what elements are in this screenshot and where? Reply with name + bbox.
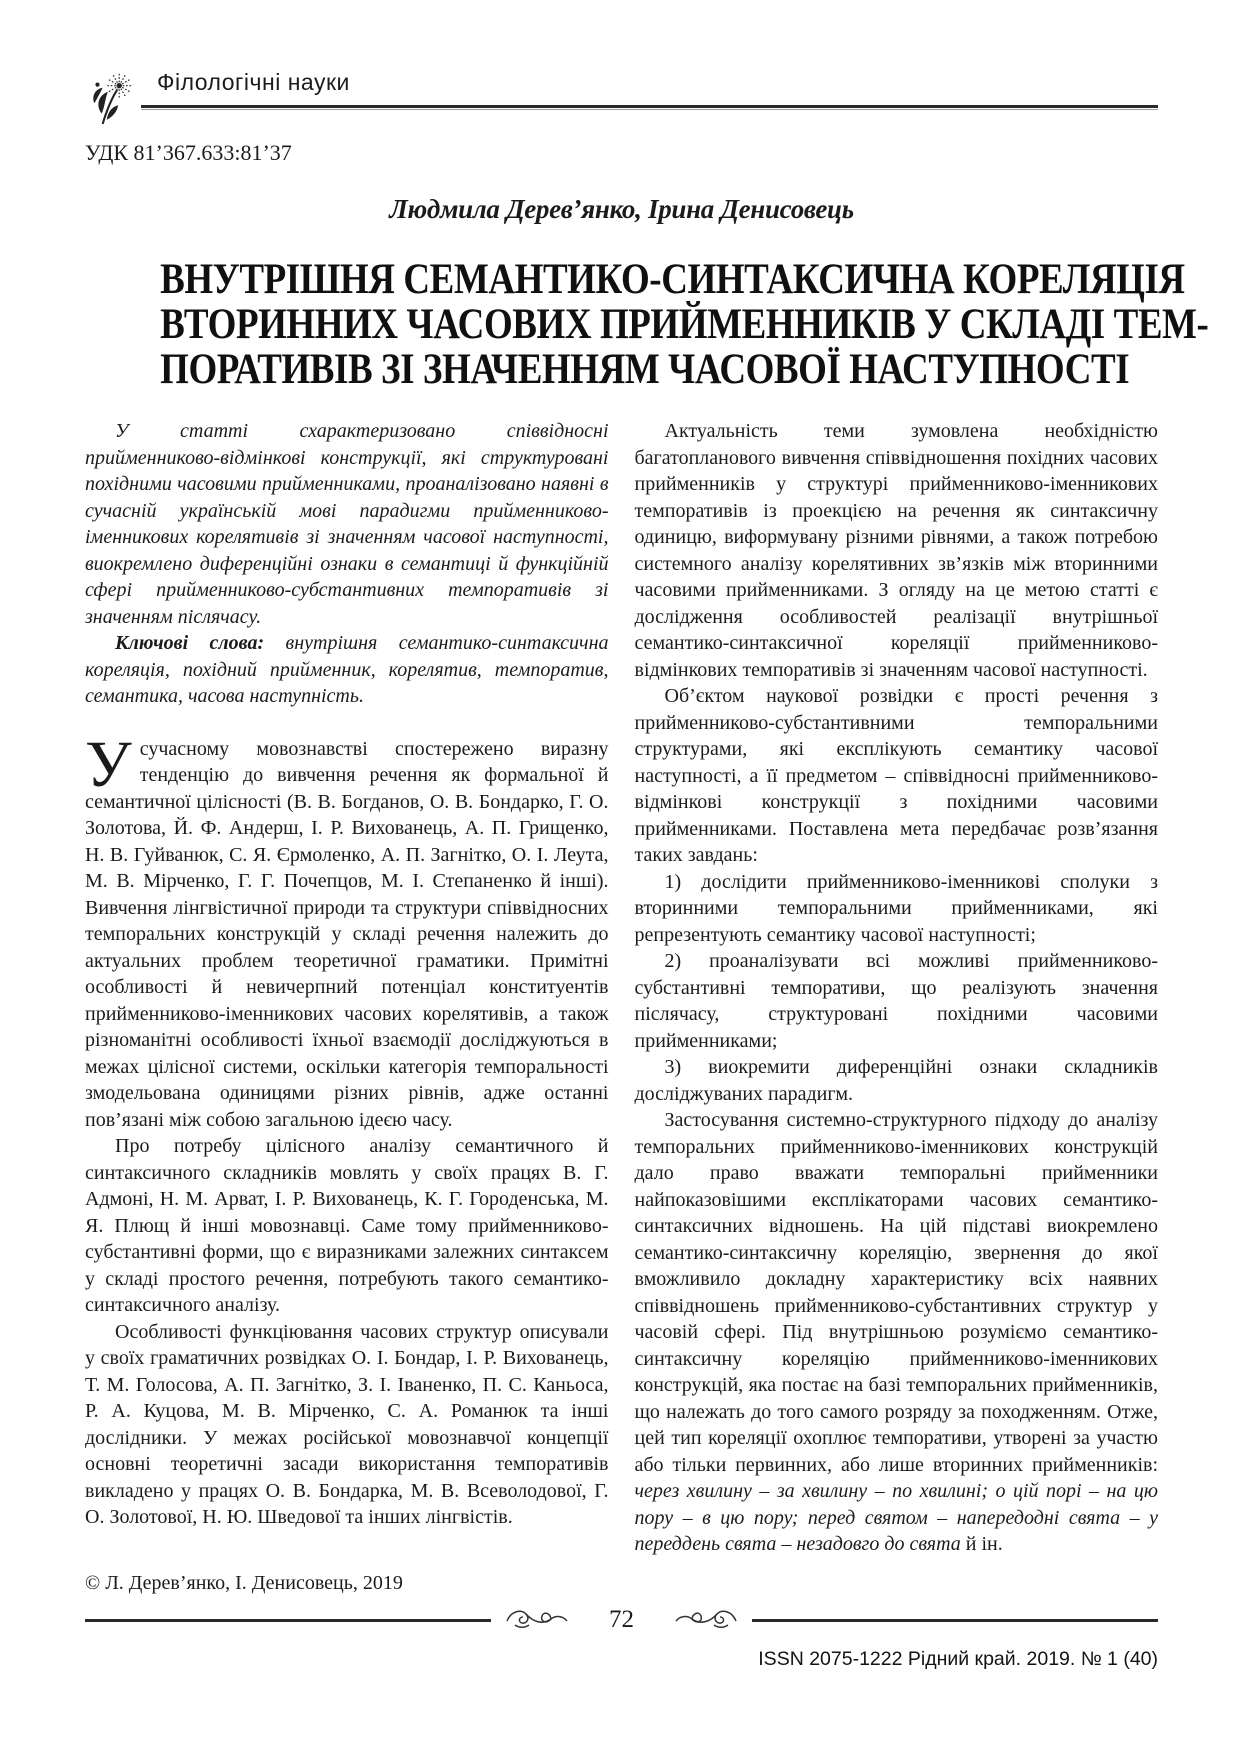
title-line-2: ВТОРИННИХ ЧАСОВИХ ПРИЙМЕННИКІВ У СКЛАДІ ТЕМ- <box>160 301 1209 348</box>
footer-rule-left <box>85 1619 491 1622</box>
left-column-body <box>85 727 609 1531</box>
header-rule <box>141 105 1158 108</box>
keywords-text: внутрішня семантико-синтаксична кореляція, похідний прийменник, корелятив, темпоратив, семантика, часова наступність. <box>85 632 609 707</box>
abstract-paragraph: У статті схарактеризовано співвідносні прийменниково-відмінкові конструкції, які структуровані похідними часовими прийменниками, проаналізовано наявні в сучасній українській мові парадигми прийменниково-іменникових корелятивів зі значенням часової наступності, виокремлено диференційні ознаки в семантиці й функційній сфері прийменниково-субстантивних темпоративів зі значенням післячасу. <box>85 420 609 628</box>
copyright-line: © Л. Дерев’янко, І. Денисовець, 2019 <box>85 1571 403 1594</box>
title-line-1: ВНУТРІШНЯ СЕМАНТИКО-СИНТАКСИЧНА КОРЕЛЯЦІЯ <box>160 256 1185 303</box>
body-paragraph: 2) проаналізувати всі можливі прийменниково-субстантивні темпоративи, що реалізують значення післячасу, структуровані похідними часовими прийменниками; <box>634 950 1158 1052</box>
body-paragraph: 1) дослідити прийменниково-іменникові сполуки з вторинними темпоральними прийменниками, які репрезентують семантику часової наступності; <box>634 870 1158 946</box>
body-paragraph: Актуальність теми зумовлена необхідністю багатопланового вивчення співвідношення похідних часових прийменників у структурі прийменниково-іменникових темпоративів із проекцією на речення як синтаксичну одиницю, виформувану різними рівнями, а також потребою системного аналізу корелятивних зв’язків між вторинними часовими прийменниками. З огляду на це метою статті є дослідження особливостей реалізації внутрішньої семантико-синтаксичної кореляції прийменниково-відмінкових темпоративів зі значенням часової наступності. <box>634 420 1158 681</box>
keywords-paragraph <box>85 630 609 710</box>
body-paragraph: Особливості функціювання часових структур описували у своїх граматичних розвідках О. І. Бондар, І. Р. Вихованець, Т. М. Голосова, А. П. Загнітко, З. І. Іваненко, П. С. Каньоса, Р. А. Куцова, М. В. Мірченко, С. А. Романюк та інші дослідники. У межах російської мовознавчої концепції основні теоретичні засади використання темпоративів викладено у працях О. В. Бондарка, М. В. Всеволодової, Г. О. Золотової, Н. Ю. Шведової та інших лінгвістів. <box>85 1320 609 1528</box>
page-number: 72 <box>609 1606 634 1633</box>
two-column-body <box>85 418 1158 1558</box>
body-paragraph: Про потребу цілісного аналізу семантичного й синтаксичного складників мовлять у своїх працях В. Г. Адмоні, Н. М. Арват, І. Р. Вихованець, К. Г. Городенська, М. Я. Плющ й інші мовознавці. Саме тому прийменниково-субстантивні форми, що є виразниками залежних синтаксем у складі простого речення, потребують такого семантико-синтаксичного аналізу. <box>85 1135 609 1316</box>
header-rule-block <box>141 69 1158 110</box>
section-label: Філологічні науки <box>157 69 350 95</box>
journal-logo-flower-icon <box>85 66 141 126</box>
drop-cap: У <box>85 727 132 801</box>
article-title <box>85 256 1209 393</box>
body-paragraph: Усучасному мовознавстві спостережено виразну тенденцію до вивчення речення як формальної й семантичної цілісності (В. В. Богданов, О. В. Бондарко, Г. О. Золотова, Й. Ф. Андерш, І. Р. Вихованець, А. П. Грищенко, Н. В. Гуйванюк, С. Я. Єрмоленко, А. П. Загнітко, О. І. Леута, М. В. Мірченко, Г. Г. Почепцов, М. І. Степаненко й інші). Вивчення лінгвістичної природи та структури співвідносних темпоральних конструкцій у складі речення належить до актуальних проблем теоретичної граматики. Примітні особливості й невичерпний потенціал конституентів прийменниково-іменникових часових корелятивів, а також різноманітні особливості їхньої взаємодії досліджуються в межах цілісної системи, оскільки категорія темпоральності змодельована одиницями різних рівнів, адже останні пов’язані між собою загальною ідеєю часу. <box>85 727 609 1131</box>
issn-line: ISSN 2075-1222 Рідний край. 2019. № 1 (40) <box>758 1647 1158 1670</box>
authors-line: Людмила Дерев’янко, Ірина Денисовець <box>389 194 854 224</box>
flourish-ornament-icon <box>505 1605 569 1636</box>
footer-rule-row <box>85 1605 1158 1636</box>
keywords-label: Ключові слова: <box>115 632 265 654</box>
body-paragraph: Об’єктом наукової розвідки є прості речення з прийменниково-субстантивними темпоральними структурами, які експлікують семантику часової наступності, а її предметом – співвідносні прийменниково-відмінкові конструкції з похідними часовими прийменниками. Поставлена мета передбачає розв’язання таких завдань: <box>634 685 1158 866</box>
flourish-ornament-icon <box>674 1605 738 1636</box>
title-line-3: ПОРАТИВІВ ЗІ ЗНАЧЕННЯМ ЧАСОВОЇ НАСТУПНОСТІ <box>160 346 1130 393</box>
left-column <box>85 418 609 1558</box>
journal-header <box>85 66 1158 110</box>
right-column <box>635 418 1159 1558</box>
header-rule-shadow <box>141 109 1158 110</box>
body-paragraph: 3) виокремити диференційні ознаки складників досліджуваних парадигм. <box>634 1056 1158 1105</box>
udc-code: УДК 81’367.633:81’37 <box>85 140 292 165</box>
body-paragraph: Застосування системно-структурного підходу до аналізу темпоральних прийменниково-іменникових конструкцій дало право вважати темпоральні прийменники найпоказовішими експлікаторами часових семантико-синтаксичних відношень. На цій підставі виокремлено семантико-синтаксичну кореляцію, звернення до якої вможливило докладну характеристику всіх наявних співвідношень прийменниково-субстантивних структур у часовій сфері. Під внутрішньою розуміємо семантико-синтаксичну кореляцію прийменниково-іменникових конструкцій, яка постає на базі темпоральних прийменників, що належать до того самого розряду за походженням. Отже, цей тип кореляції охоплює темпоративи, утворені за участю або тільки первинних, або лише вторинних прийменників: через хвилину – за хвилину – по хвилині; о цій порі – на цю пору – в цю пору; перед святом – напередодні свята – у переддень свята – незадовго до свята й ін. <box>634 1109 1158 1555</box>
abstract-block <box>85 418 609 710</box>
footer-rule-right <box>752 1619 1158 1622</box>
